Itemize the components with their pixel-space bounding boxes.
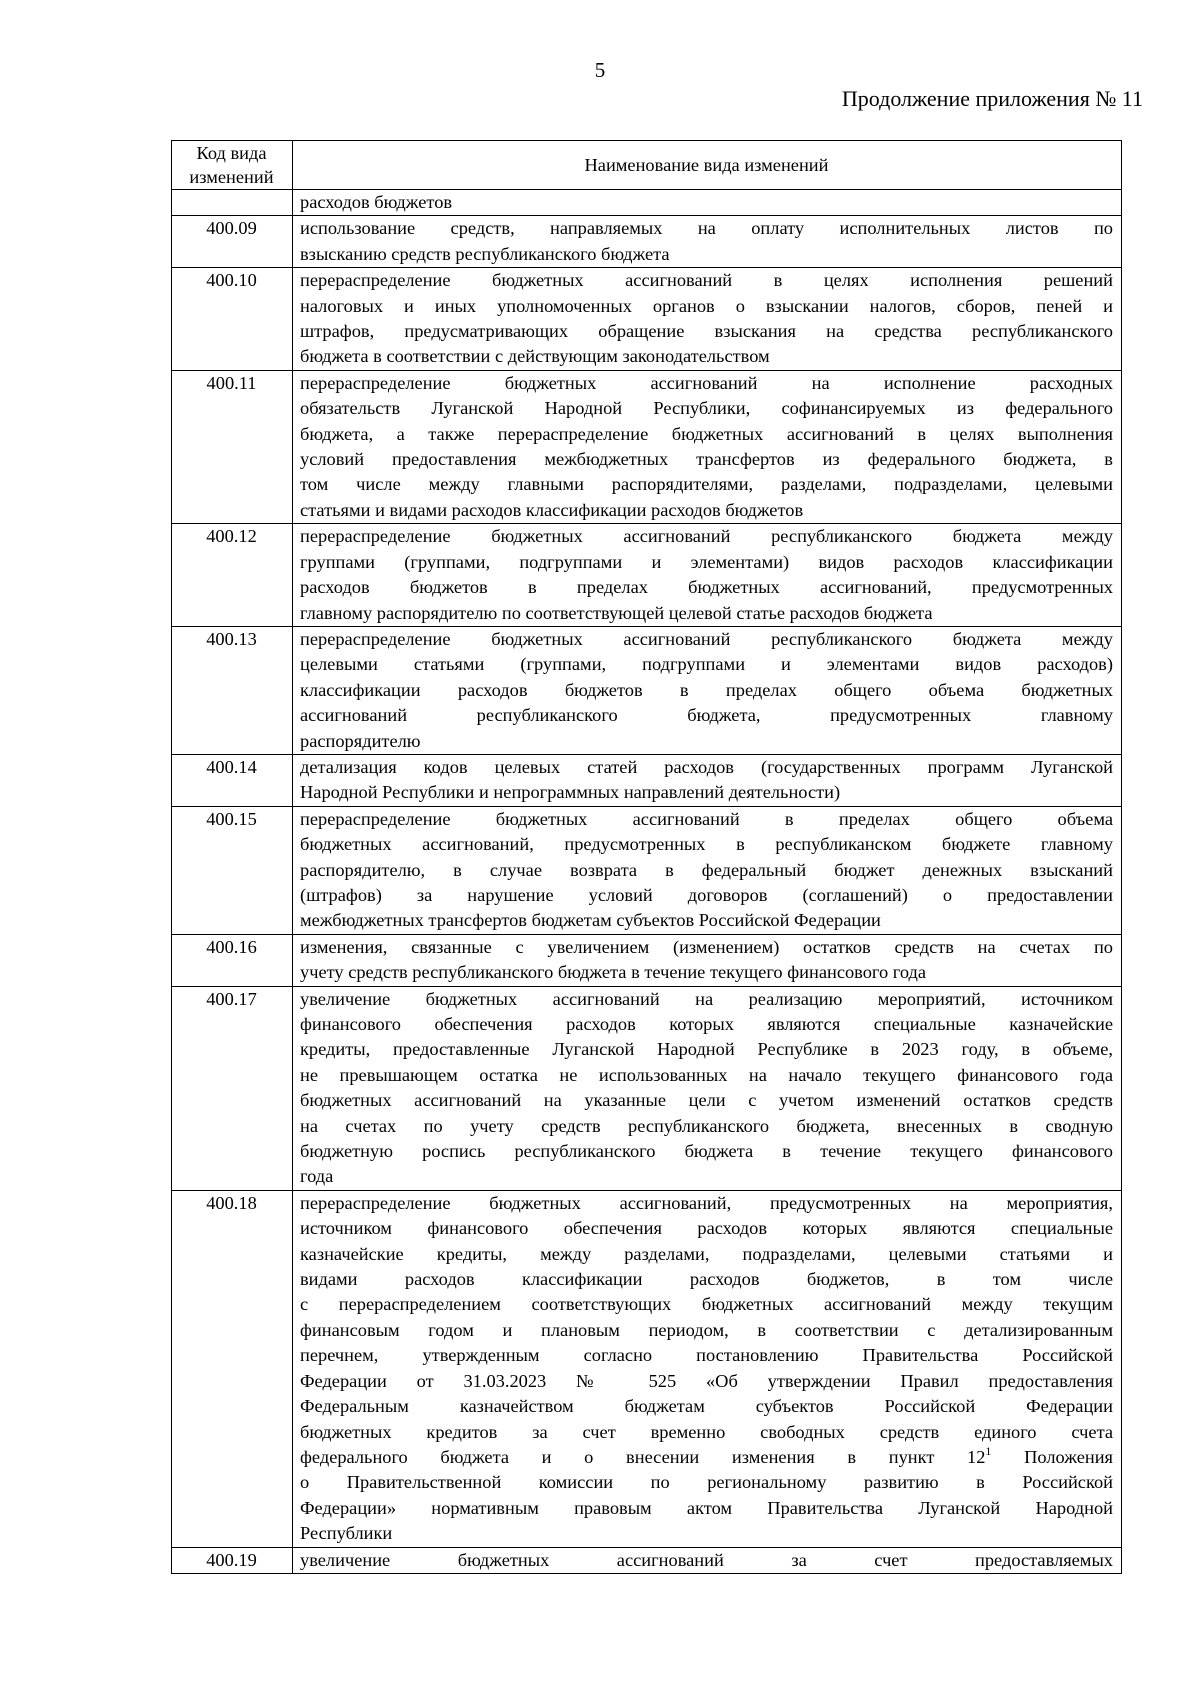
table-row	[172, 806, 1122, 934]
row-code	[172, 190, 293, 216]
text-line: источником финансового обеспечения расходов которых являются специальные	[300, 1218, 1113, 1239]
appendix-caption: Продолжение приложения № 11	[841, 86, 1143, 111]
text-line: перераспределение бюджетных ассигнований в пределах общего объема	[300, 808, 1113, 829]
row-code: 400.12	[172, 524, 293, 627]
text-line: расходов бюджетов в пределах бюджетных ассигнований, предусмотренных	[300, 577, 1113, 598]
text-fragment: федерального бюджета и о внесении изменения в пункт 12	[300, 1446, 986, 1467]
text-line: (штрафов) за нарушение условий договоров (соглашений) о предоставлении	[300, 884, 1113, 905]
table-row	[172, 524, 1122, 627]
table-row	[172, 1190, 1122, 1547]
text-line: перераспределение бюджетных ассигнований республиканского бюджета между	[300, 526, 1113, 547]
text-line: увеличение бюджетных ассигнований за счет предоставляемых	[300, 1549, 1113, 1570]
row-code: 400.17	[172, 986, 293, 1190]
text-line: использование средств, направляемых на оплату исполнительных листов по	[300, 218, 1113, 239]
table-row	[172, 190, 1122, 216]
text-line: расходов бюджетов	[300, 192, 453, 212]
row-description	[293, 626, 1122, 754]
column-header-code-line2: изменений	[189, 167, 274, 187]
row-description	[293, 190, 1122, 216]
text-line: на счетах по учету средств республиканского бюджета, внесенных в сводную	[300, 1115, 1113, 1136]
table-row	[172, 934, 1122, 986]
text-line-with-superscript	[300, 1445, 1113, 1470]
text-line: года	[300, 1166, 334, 1187]
table-row	[172, 268, 1122, 371]
superscript: 1	[985, 1444, 992, 1458]
row-description	[293, 1547, 1122, 1573]
table-row	[172, 626, 1122, 754]
row-code: 400.14	[172, 754, 293, 806]
row-description	[293, 1190, 1122, 1547]
text-line: условий предоставления межбюджетных трансфертов из федерального бюджета, в	[300, 449, 1113, 470]
text-line: кредиты, предоставленные Луганской Народной Республике в 2023 году, в объеме,	[300, 1039, 1113, 1060]
text-line: бюджета в соответствии с действующим законодательством	[300, 346, 770, 367]
text-line: финансового обеспечения расходов которых являются специальные казначейские	[300, 1014, 1113, 1034]
row-description	[293, 806, 1122, 934]
row-description	[293, 754, 1122, 806]
text-line: межбюджетных трансфертов бюджетам субъектов Российской Федерации	[300, 910, 881, 931]
text-line: изменения, связанные с увеличением (изменением) остатков средств на счетах по	[300, 936, 1113, 957]
row-code: 400.18	[172, 1190, 293, 1547]
table-row	[172, 216, 1122, 268]
text-line: целевыми статьями (группами, подгруппами и элементами видов расходов)	[300, 654, 1113, 675]
table-row	[172, 986, 1122, 1190]
text-line: Федерации от 31.03.2023 № 525 «Об утверждении Правил предоставления	[300, 1370, 1113, 1391]
text-line: не превышающем остатка не использованных на начало текущего финансового года	[300, 1064, 1113, 1085]
page-number: 5	[594, 58, 606, 82]
text-line: главному распорядителю по соответствующей целевой статье расходов бюджета	[300, 602, 933, 623]
text-line: детализация кодов целевых статей расходов (государственных программ Луганской	[300, 756, 1113, 777]
text-line: учету средств республиканского бюджета в течение текущего финансового года	[300, 962, 927, 983]
text-line: о Правительственной комиссии по региональному развитию в Российской	[300, 1472, 1113, 1493]
row-description	[293, 216, 1122, 268]
row-description	[293, 370, 1122, 523]
row-code: 400.15	[172, 806, 293, 934]
row-code: 400.11	[172, 370, 293, 523]
column-header-code	[172, 141, 293, 190]
text-line: с перераспределением соответствующих бюджетных ассигнований между текущим	[300, 1294, 1113, 1315]
row-description	[293, 986, 1122, 1190]
table-row	[172, 1547, 1122, 1573]
row-code: 400.19	[172, 1547, 293, 1573]
row-code: 400.10	[172, 268, 293, 371]
text-line: взысканию средств республиканского бюджета	[300, 243, 670, 264]
column-header-code-line1: Код вида	[196, 143, 267, 163]
text-line: распорядителю, в случае возврата в федеральный бюджет денежных взысканий	[300, 859, 1113, 880]
row-description	[293, 268, 1122, 371]
text-line: финансовым годом и плановым периодом, в соответствии с детализированным	[300, 1319, 1113, 1340]
text-line: перераспределение бюджетных ассигнований, предусмотренных на мероприятия,	[300, 1192, 1113, 1213]
text-line: видами расходов классификации расходов бюджетов, в том числе	[300, 1269, 1113, 1290]
text-line: налоговых и иных уполномоченных органов о взыскании налогов, сборов, пеней и	[300, 295, 1113, 316]
text-line: увеличение бюджетных ассигнований на реализацию мероприятий, источником	[300, 988, 1113, 1009]
text-line: Народной Республики и непрограммных направлений деятельности)	[300, 782, 841, 803]
text-line: том числе между главными распорядителями, разделами, подразделами, целевыми	[300, 474, 1113, 495]
text-line: бюджетных ассигнований, предусмотренных в республиканском бюджете главному	[300, 834, 1113, 855]
text-line: Республики	[300, 1523, 393, 1544]
text-line: штрафов, предусматривающих обращение взыскания на средства республиканского	[300, 321, 1113, 342]
changes-table	[171, 140, 1122, 1574]
text-line: Федеральным казначейством бюджетам субъектов Российской Федерации	[300, 1396, 1113, 1417]
text-line: перечнем, утвержденным согласно постановлению Правительства Российской	[300, 1345, 1113, 1366]
table-header-row	[172, 141, 1122, 190]
text-line: ассигнований республиканского бюджета, предусмотренных главному	[300, 705, 1113, 726]
column-header-name: Наименование вида изменений	[293, 141, 1122, 190]
text-line: обязательств Луганской Народной Республики, софинансируемых из федерального	[300, 398, 1113, 419]
text-line: бюджетных ассигнований на указанные цели с учетом изменений остатков средств	[300, 1090, 1113, 1111]
row-code: 400.13	[172, 626, 293, 754]
text-line: бюджетных кредитов за счет временно свободных средств единого счета	[300, 1421, 1113, 1442]
text-line: бюджетную роспись республиканского бюджета в течение текущего финансового	[300, 1141, 1113, 1162]
row-code: 400.09	[172, 216, 293, 268]
text-line: бюджета, а также перераспределение бюджетных ассигнований в целях выполнения	[300, 423, 1113, 444]
row-description	[293, 934, 1122, 986]
text-line: распорядителю	[300, 730, 421, 751]
text-line: перераспределение бюджетных ассигнований на исполнение расходных	[300, 372, 1113, 393]
text-line: перераспределение бюджетных ассигнований республиканского бюджета между	[300, 628, 1113, 649]
text-line: статьями и видами расходов классификации расходов бюджетов	[300, 499, 804, 520]
text-line: группами (группами, подгруппами и элементами) видов расходов классификации	[300, 551, 1113, 572]
table-row	[172, 370, 1122, 523]
text-line: казначейские кредиты, между разделами, подразделами, целевыми статьями и	[300, 1243, 1113, 1264]
row-description	[293, 524, 1122, 627]
text-fragment: Положения	[991, 1446, 1113, 1467]
row-code: 400.16	[172, 934, 293, 986]
text-line: Федерации» нормативным правовым актом Правительства Луганской Народной	[300, 1497, 1113, 1518]
table-row	[172, 754, 1122, 806]
text-line: классификации расходов бюджетов в пределах общего объема бюджетных	[300, 679, 1113, 700]
text-line: перераспределение бюджетных ассигнований в целях исполнения решений	[300, 270, 1113, 291]
